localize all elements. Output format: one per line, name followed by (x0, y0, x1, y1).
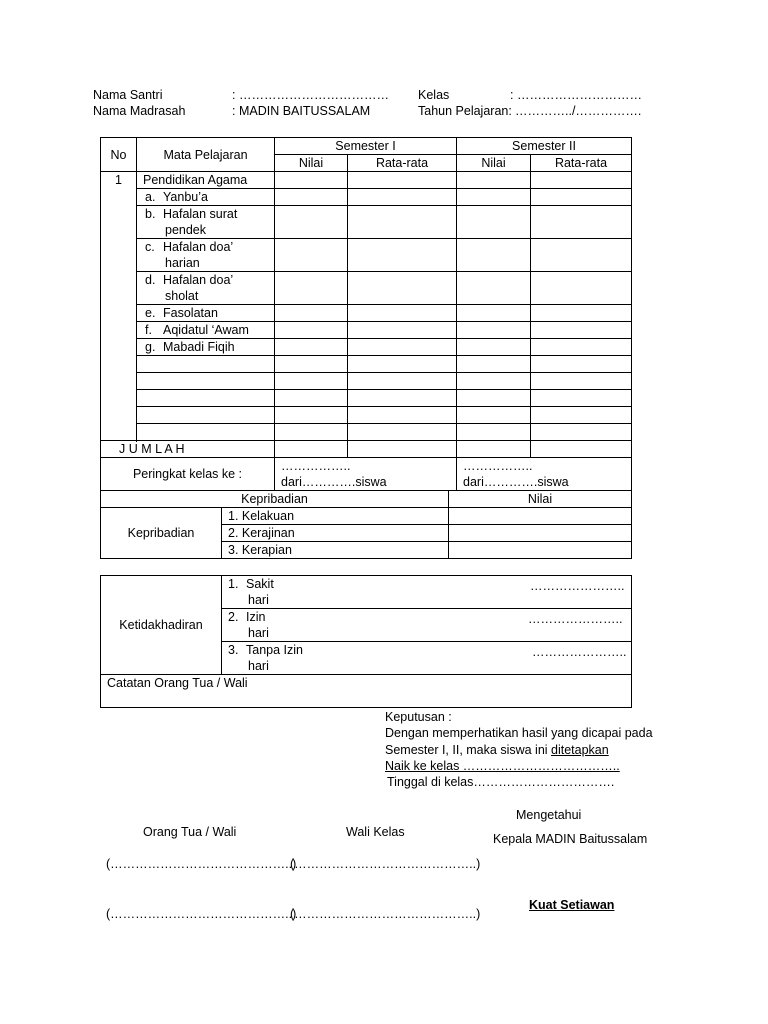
tahun-pelajaran-value: …………../……………. (515, 104, 642, 118)
subject-item: e. Fasolatan (137, 305, 275, 322)
semester1-header: Semester I (275, 138, 457, 155)
grades-table (100, 137, 632, 491)
nama-santri-label: Nama Santri (93, 88, 163, 102)
keputusan-line2: Semester I, II, maka siswa ini ditetapkan (385, 743, 609, 757)
peringkat-s1: …………….. dari………….siswa (275, 458, 457, 491)
ketidakhadiran-table (100, 575, 632, 708)
subject-item: g. Mabadi Fiqih (137, 339, 275, 356)
peringkat-label: Peringkat kelas ke : (101, 458, 275, 491)
tinggal-kelas: Tinggal di kelas……………………………. (387, 775, 615, 789)
kepribadian-header: Kepribadian (101, 491, 449, 508)
jumlah-label: J U M L A H (101, 441, 275, 458)
absence-izin: 2. Izin hari ………………….. (222, 609, 632, 642)
col-no-header: No (101, 138, 137, 172)
s1-nilai-header: Nilai (275, 155, 348, 172)
subject-item: c. Hafalan doa’ harian (137, 239, 275, 272)
kelas-value: : ………………………… (510, 88, 642, 102)
signature-blank: (……………………………………..) (106, 907, 297, 921)
nama-madrasah-label: Nama Madrasah (93, 104, 186, 118)
semester2-header: Semester II (457, 138, 632, 155)
kepribadian-item: 3. Kerapian (222, 542, 449, 559)
col-mapel-header: Mata Pelajaran (137, 138, 275, 172)
nama-madrasah-value: : MADIN BAITUSSALAM (232, 104, 371, 118)
tahun-pelajaran-label: Tahun Pelajaran: (418, 104, 512, 118)
subject-main: Pendidikan Agama (137, 172, 275, 189)
signature-blank: (……………………………………..) (106, 857, 297, 871)
subject-item: d. Hafalan doa’ sholat (137, 272, 275, 305)
nilai-header: Nilai (449, 491, 632, 508)
orang-tua-label: Orang Tua / Wali (143, 825, 237, 839)
absence-tanpa-izin: 3. Tanpa Izin hari ………………….. (222, 642, 632, 675)
row-number: 1 (101, 172, 137, 441)
mengetahui-label: Mengetahui (516, 808, 582, 822)
subject-item: a. Yanbu’a (137, 189, 275, 206)
kepala-name: Kuat Setiawan (529, 898, 615, 912)
kepribadian-row-label: Kepribadian (101, 508, 222, 559)
kepribadian-item: 2. Kerajinan (222, 525, 449, 542)
s2-nilai-header: Nilai (457, 155, 531, 172)
s1-rata-header: Rata-rata (348, 155, 457, 172)
kepala-label: Kepala MADIN Baitussalam (493, 832, 648, 846)
subject-item: b. Hafalan surat pendek (137, 206, 275, 239)
subject-item: f. Aqidatul ‘Awam (137, 322, 275, 339)
peringkat-s2: …………….. dari………….siswa (457, 458, 632, 491)
wali-kelas-label: Wali Kelas (346, 825, 405, 839)
keputusan-title: Keputusan : (385, 710, 452, 724)
absence-sakit: 1. Sakit hari ………………….. (222, 576, 632, 609)
kepribadian-item: 1. Kelakuan (222, 508, 449, 525)
ketidakhadiran-label: Ketidakhadiran (101, 576, 222, 675)
kelas-label: Kelas (418, 88, 450, 102)
nama-santri-value: : ……………………………… (232, 88, 389, 102)
signature-blank: (……………………………………..) (290, 857, 481, 871)
s2-rata-header: Rata-rata (531, 155, 632, 172)
kepribadian-table (100, 490, 632, 559)
signature-blank: (……………………………………..) (290, 907, 481, 921)
naik-kelas: Naik ke kelas ……………………………….. (385, 759, 620, 773)
catatan-orang-tua: Catatan Orang Tua / Wali (101, 675, 632, 708)
keputusan-line1: Dengan memperhatikan hasil yang dicapai pada (385, 726, 653, 740)
